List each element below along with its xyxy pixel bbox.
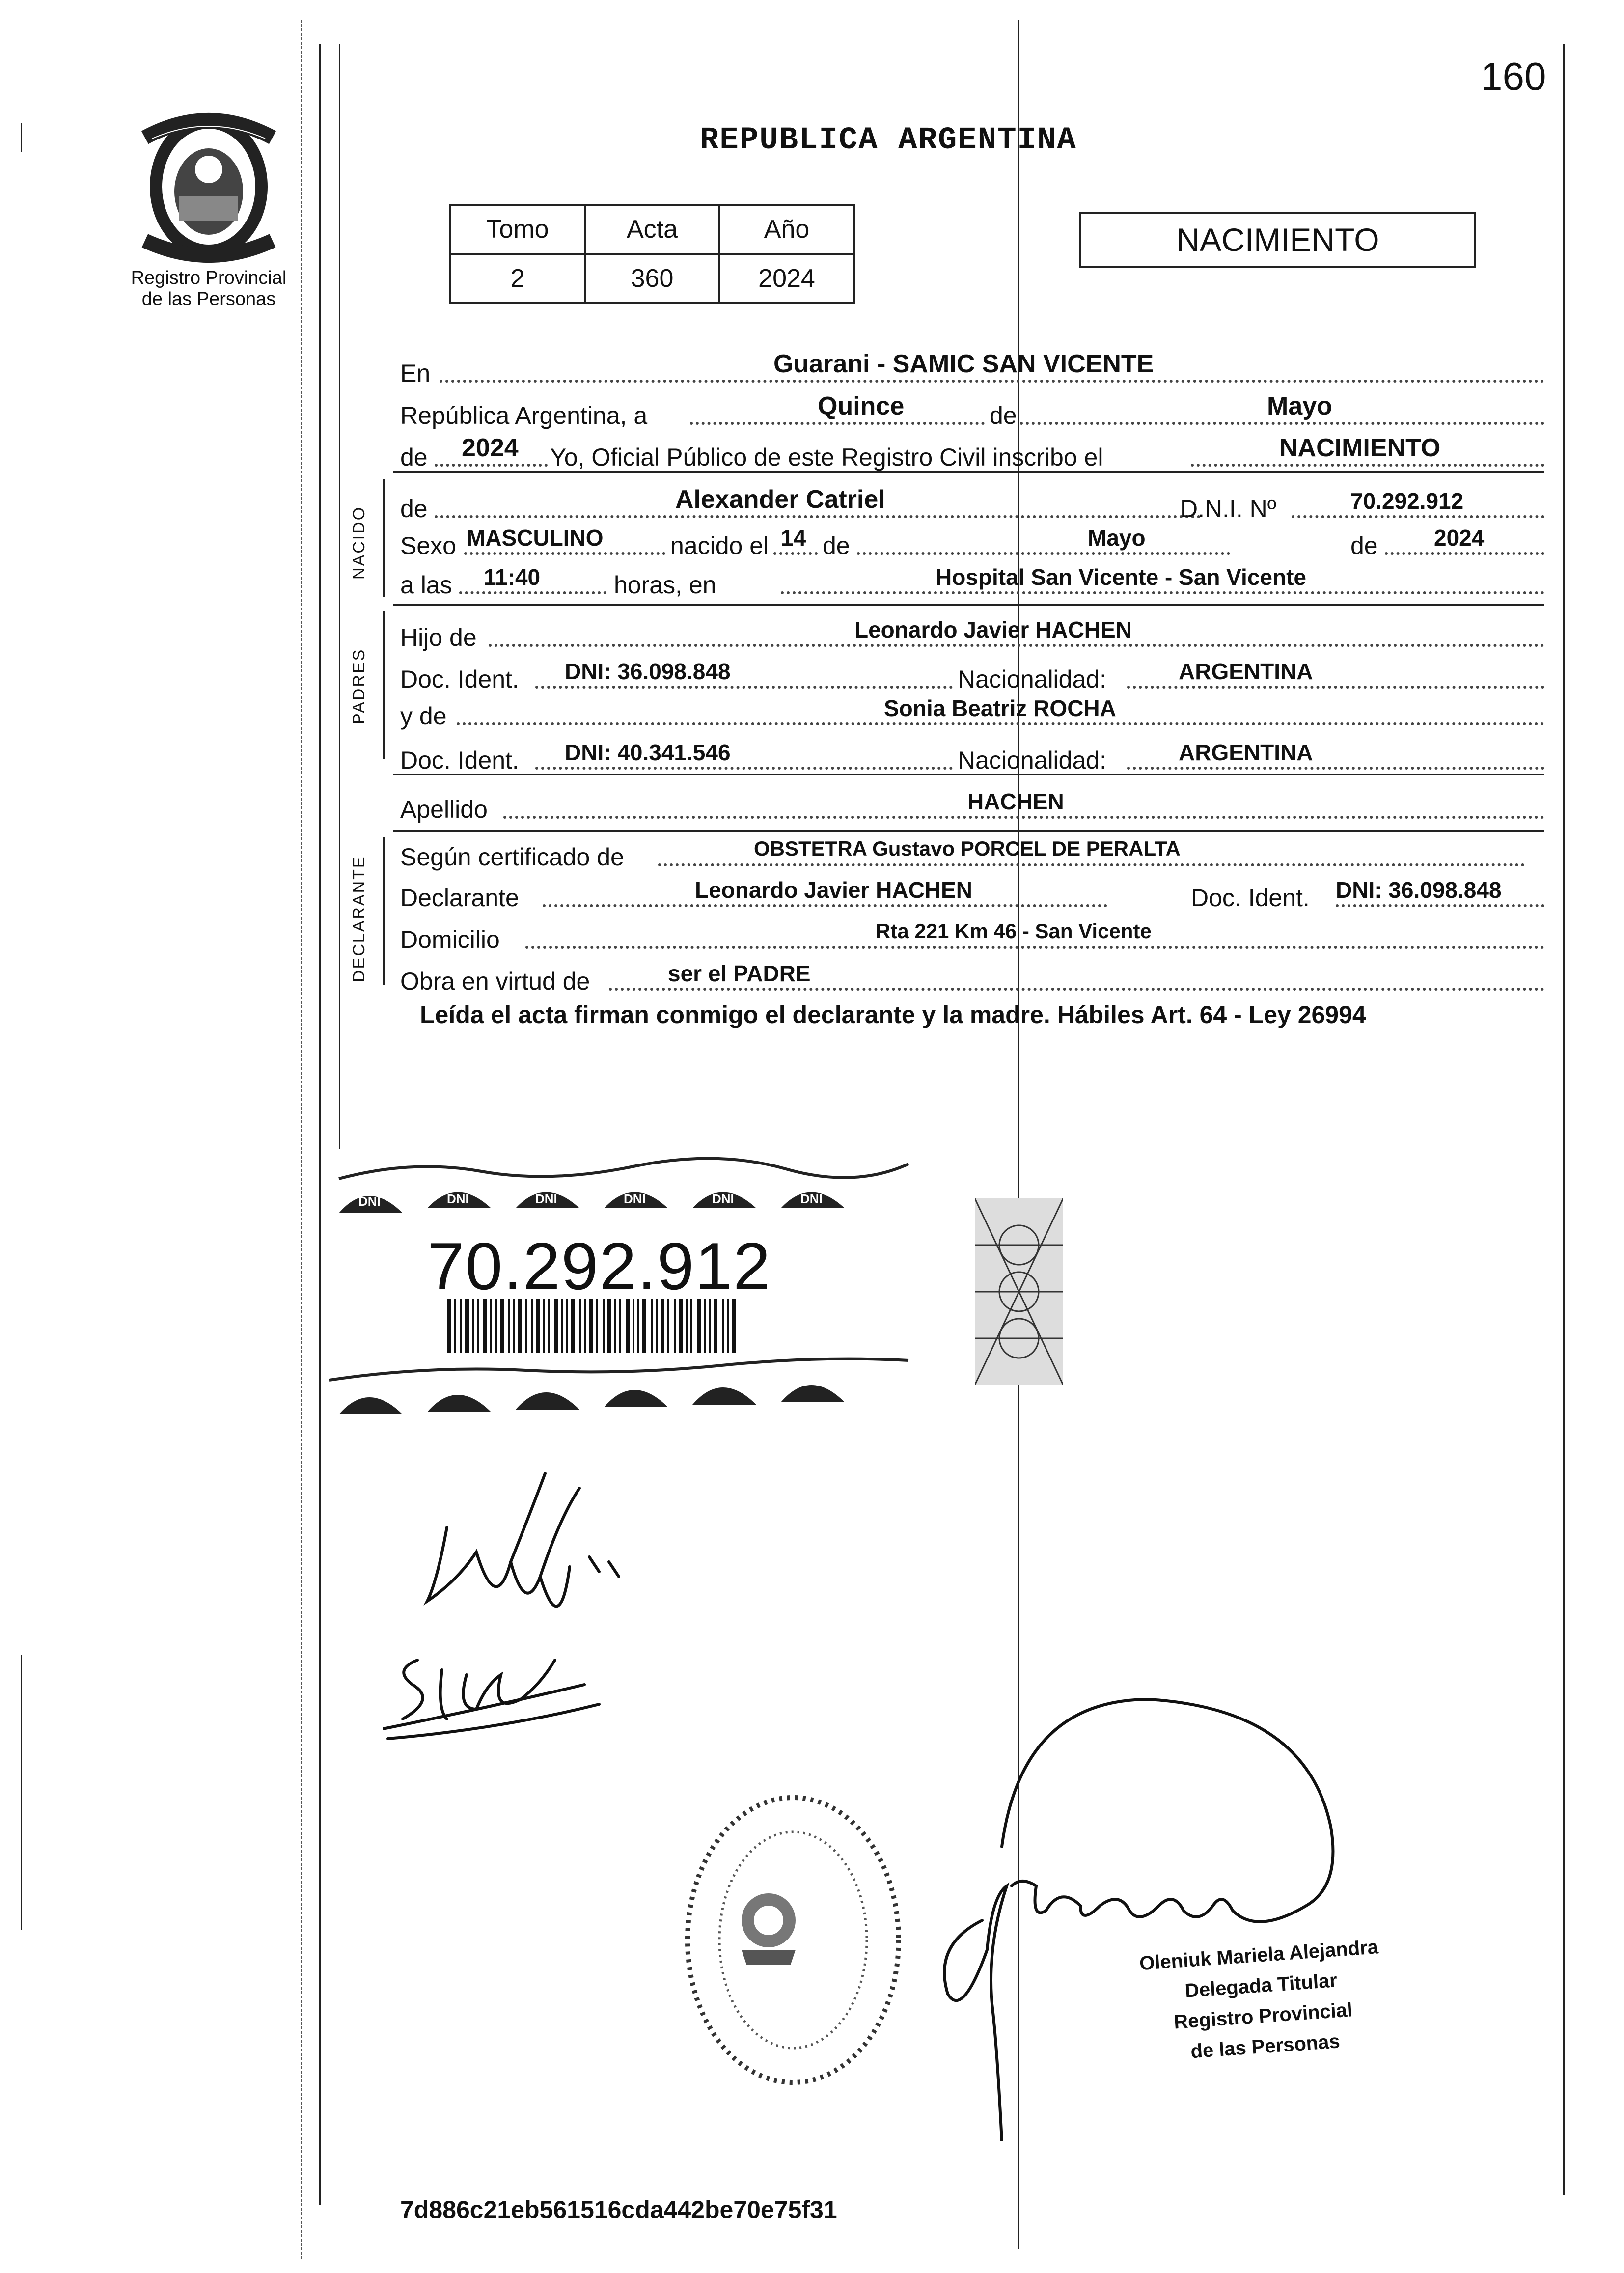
row-place xyxy=(400,350,1544,388)
act-type-box: NACIMIENTO xyxy=(1079,212,1476,268)
barcode-bar xyxy=(477,1299,479,1353)
row-name xyxy=(400,485,1544,524)
barcode-bar xyxy=(561,1299,563,1353)
label-yo-oficial: Yo, Oficial Público de este Registro Civil inscribo el xyxy=(550,444,1103,471)
dotted-line xyxy=(435,515,1201,518)
dotted-line xyxy=(1336,904,1544,907)
row-act xyxy=(400,434,1544,472)
dotted-line xyxy=(1385,552,1544,555)
official-registry: Registro Provincial xyxy=(1173,1999,1353,2033)
barcode-bar xyxy=(686,1299,688,1353)
band-text: DNI xyxy=(358,1194,381,1209)
official-name: Oleniuk Mariela Alejandra xyxy=(1138,1936,1379,1975)
value-declarant: Leonardo Javier HACHEN xyxy=(695,877,972,903)
section-divider xyxy=(393,774,1544,775)
barcode-bar xyxy=(543,1299,545,1353)
dotted-line xyxy=(1191,464,1544,467)
barcode-bar xyxy=(490,1299,492,1353)
dotted-line xyxy=(857,552,1230,555)
dotted-line xyxy=(459,591,606,594)
label-hijo-de: Hijo de xyxy=(400,624,477,651)
label-nacido-el: nacido el xyxy=(670,532,769,559)
dotted-line xyxy=(525,946,1544,949)
barcode-bar xyxy=(483,1299,487,1353)
row-declarant xyxy=(400,877,1544,913)
row-time-place xyxy=(400,564,1544,600)
scan-edge-mark xyxy=(21,1655,22,1930)
misiones-coat-of-arms-logo xyxy=(125,108,292,265)
value-month: Mayo xyxy=(1267,392,1332,420)
label-de: de xyxy=(823,532,850,559)
value-year: 2024 xyxy=(462,434,519,462)
section-bar-nacido xyxy=(383,479,385,597)
official-stamp-text xyxy=(1081,1928,1443,2074)
record-header-ano: Año xyxy=(719,205,854,254)
value-place: Guarani - SAMIC SAN VICENTE xyxy=(773,350,1154,378)
legal-note: Leída el acta firman conmigo el declarante y la madre. Hábiles Art. 64 - Ley 26994 xyxy=(420,1001,1366,1028)
label-doc-ident: Doc. Ident. xyxy=(1191,884,1310,912)
record-value-acta: 360 xyxy=(585,254,719,303)
section-divider xyxy=(393,471,1544,473)
barcode-bar xyxy=(651,1299,653,1353)
scan-edge-mark xyxy=(21,123,22,152)
value-time: 11:40 xyxy=(484,564,541,590)
band-text: DNI xyxy=(535,1192,557,1206)
dotted-line xyxy=(440,380,1544,383)
barcode-bar xyxy=(667,1299,669,1353)
label-de: de xyxy=(1350,532,1378,559)
value-surname: HACHEN xyxy=(967,789,1064,814)
value-certifier: OBSTETRA Gustavo PORCEL DE PERALTA xyxy=(754,837,1181,860)
value-act-word: NACIMIENTO xyxy=(1279,434,1441,462)
barcode-bar xyxy=(626,1299,630,1353)
dotted-line xyxy=(1127,686,1544,689)
dotted-line xyxy=(503,816,1544,819)
barcode-bar xyxy=(674,1299,676,1353)
dotted-line xyxy=(489,644,1544,647)
label-de: de xyxy=(400,444,428,471)
value-obra: ser el PADRE xyxy=(668,961,811,986)
barcode-bar xyxy=(732,1299,736,1353)
row-father-doc xyxy=(400,659,1544,694)
official-seal xyxy=(678,1788,908,2092)
dotted-line xyxy=(658,863,1525,866)
barcode-bar xyxy=(465,1299,469,1353)
barcode-bar xyxy=(722,1299,724,1353)
band-text: DNI xyxy=(712,1192,734,1206)
barcode-bar xyxy=(531,1299,533,1353)
value-mother: Sonia Beatriz ROCHA xyxy=(884,695,1116,721)
left-margin-dashed-line xyxy=(301,20,302,2259)
row-father xyxy=(400,617,1544,653)
band-text: DNI xyxy=(624,1192,646,1206)
barcode-bar xyxy=(642,1299,646,1353)
value-mother-nationality: ARGENTINA xyxy=(1179,740,1313,765)
value-birth-month: Mayo xyxy=(1088,525,1146,551)
section-bar-padres xyxy=(383,611,385,759)
section-bar-declarante xyxy=(383,837,385,985)
label-nacionalidad: Nacionalidad: xyxy=(958,747,1106,774)
dotted-line xyxy=(1292,515,1544,518)
barcode-bar xyxy=(525,1299,527,1353)
record-header-row xyxy=(450,205,854,254)
official-registry-2: de las Personas xyxy=(1190,2030,1341,2063)
barcode-bar xyxy=(508,1299,510,1353)
dotted-line xyxy=(535,767,953,770)
barcode-bar xyxy=(518,1299,522,1353)
value-father-nationality: ARGENTINA xyxy=(1179,659,1313,684)
row-surname xyxy=(400,789,1544,825)
section-label-nacido: NACIDO xyxy=(350,505,368,580)
value-day-words: Quince xyxy=(818,392,905,420)
barcode-bar xyxy=(571,1299,575,1353)
section-label-padres: PADRES xyxy=(350,648,368,724)
barcode-bar xyxy=(589,1299,593,1353)
barcode-bar xyxy=(614,1299,616,1353)
dotted-line xyxy=(464,552,665,555)
barcode-bar xyxy=(472,1299,474,1353)
row-certificate xyxy=(400,837,1544,872)
barcode-bar xyxy=(460,1299,462,1353)
barcode-bar xyxy=(727,1299,729,1353)
value-father: Leonardo Javier HACHEN xyxy=(854,617,1132,642)
record-value-tomo: 2 xyxy=(450,254,585,303)
label-nacionalidad: Nacionalidad: xyxy=(958,665,1106,693)
barcode-bar xyxy=(679,1299,683,1353)
dotted-line xyxy=(1127,767,1544,770)
label-obra-en-virtud: Obra en virtud de xyxy=(400,968,590,995)
value-sexo: MASCULINO xyxy=(467,525,604,551)
dotted-line xyxy=(690,422,985,425)
barcode-bar xyxy=(637,1299,639,1353)
label-domicilio: Domicilio xyxy=(400,926,500,953)
left-margin-line xyxy=(319,44,321,2205)
value-child-name: Alexander Catriel xyxy=(675,485,885,514)
barcode-bar xyxy=(690,1299,692,1353)
dotted-line xyxy=(1020,422,1544,425)
barcode-bar xyxy=(633,1299,634,1353)
row-mother xyxy=(400,695,1544,731)
label-de: de xyxy=(400,495,428,523)
logo-caption-line2: de las Personas xyxy=(141,289,276,309)
label-dni: D.N.I. Nº xyxy=(1180,495,1277,523)
row-date xyxy=(400,392,1544,431)
left-margin-line-inner xyxy=(339,44,340,1149)
section-label-declarante: DECLARANTE xyxy=(350,855,368,982)
value-father-doc: DNI: 36.098.848 xyxy=(565,659,731,684)
value-dni: 70.292.912 xyxy=(1350,488,1464,514)
barcode-bar xyxy=(709,1299,711,1353)
barcode-bar xyxy=(447,1299,451,1353)
logo-caption xyxy=(113,268,304,310)
right-margin-line xyxy=(1563,44,1565,2195)
row-address xyxy=(400,919,1544,955)
label-en: En xyxy=(400,360,431,387)
page-number: 160 xyxy=(1481,55,1546,98)
record-value-ano: 2024 xyxy=(719,254,854,303)
value-birth-place: Hospital San Vicente - San Vicente xyxy=(936,564,1307,590)
band-text: DNI xyxy=(800,1192,823,1206)
value-mother-doc: DNI: 40.341.546 xyxy=(565,740,731,765)
barcode-bar xyxy=(596,1299,598,1353)
dotted-line xyxy=(457,722,1544,725)
dotted-line xyxy=(543,904,1107,907)
label-horas-en: horas, en xyxy=(614,571,716,599)
row-sex-birth xyxy=(400,525,1544,561)
value-declarant-doc: DNI: 36.098.848 xyxy=(1336,877,1502,903)
barcode-bar xyxy=(619,1299,621,1353)
barcode-bar xyxy=(554,1299,558,1353)
dotted-line xyxy=(781,591,1544,594)
barcode-bar xyxy=(584,1299,586,1353)
barcode-bar xyxy=(704,1299,706,1353)
barcode-bars xyxy=(447,1299,736,1353)
document-hash: 7d886c21eb561516cda442be70e75f31 xyxy=(400,2196,837,2223)
label-segun-certificado: Según certificado de xyxy=(400,843,624,871)
barcode-bar xyxy=(500,1299,504,1353)
band-text: DNI xyxy=(447,1192,469,1206)
barcode-bar xyxy=(548,1299,550,1353)
label-sexo: Sexo xyxy=(400,532,456,559)
barcode-bar xyxy=(579,1299,581,1353)
barcode-bar xyxy=(566,1299,568,1353)
row-mother-doc xyxy=(400,740,1544,776)
barcode-number: 70.292.912 xyxy=(427,1229,771,1303)
record-table xyxy=(449,204,855,304)
section-divider xyxy=(393,604,1544,606)
record-header-tomo: Tomo xyxy=(450,205,585,254)
logo-caption-line1: Registro Provincial xyxy=(131,268,287,288)
dotted-line xyxy=(609,988,1544,991)
row-obra xyxy=(400,961,1544,997)
record-header-acta: Acta xyxy=(585,205,719,254)
value-birth-day: 14 xyxy=(781,525,806,551)
page-title: REPUBLICA ARGENTINA xyxy=(700,123,1077,158)
label-y-de: y de xyxy=(400,702,447,730)
barcode-bar xyxy=(454,1299,456,1353)
label-republica: República Argentina, a xyxy=(400,402,648,429)
label-doc-ident: Doc. Ident. xyxy=(400,665,519,693)
barcode-bar xyxy=(495,1299,497,1353)
barcode-bar xyxy=(661,1299,664,1353)
security-hologram xyxy=(975,1198,1063,1385)
label-declarante: Declarante xyxy=(400,884,519,912)
barcode-bar xyxy=(607,1299,611,1353)
label-a-las: a las xyxy=(400,571,452,599)
label-apellido: Apellido xyxy=(400,796,488,823)
barcode-bar xyxy=(714,1299,717,1353)
barcode-bar xyxy=(656,1299,658,1353)
value-address: Rta 221 Km 46 - San Vicente xyxy=(876,919,1152,942)
value-birth-year: 2024 xyxy=(1434,525,1485,551)
barcode-bar xyxy=(697,1299,701,1353)
section-divider xyxy=(393,830,1544,832)
barcode-bar xyxy=(513,1299,515,1353)
barcode-bar xyxy=(536,1299,540,1353)
barcode-bar xyxy=(603,1299,605,1353)
dotted-line xyxy=(535,686,953,689)
label-doc-ident: Doc. Ident. xyxy=(400,747,519,774)
dotted-line xyxy=(435,464,548,467)
dotted-line xyxy=(773,552,818,555)
label-de: de xyxy=(990,402,1017,429)
official-title: Delegada Titular xyxy=(1184,1969,1338,2002)
record-value-row xyxy=(450,254,854,303)
